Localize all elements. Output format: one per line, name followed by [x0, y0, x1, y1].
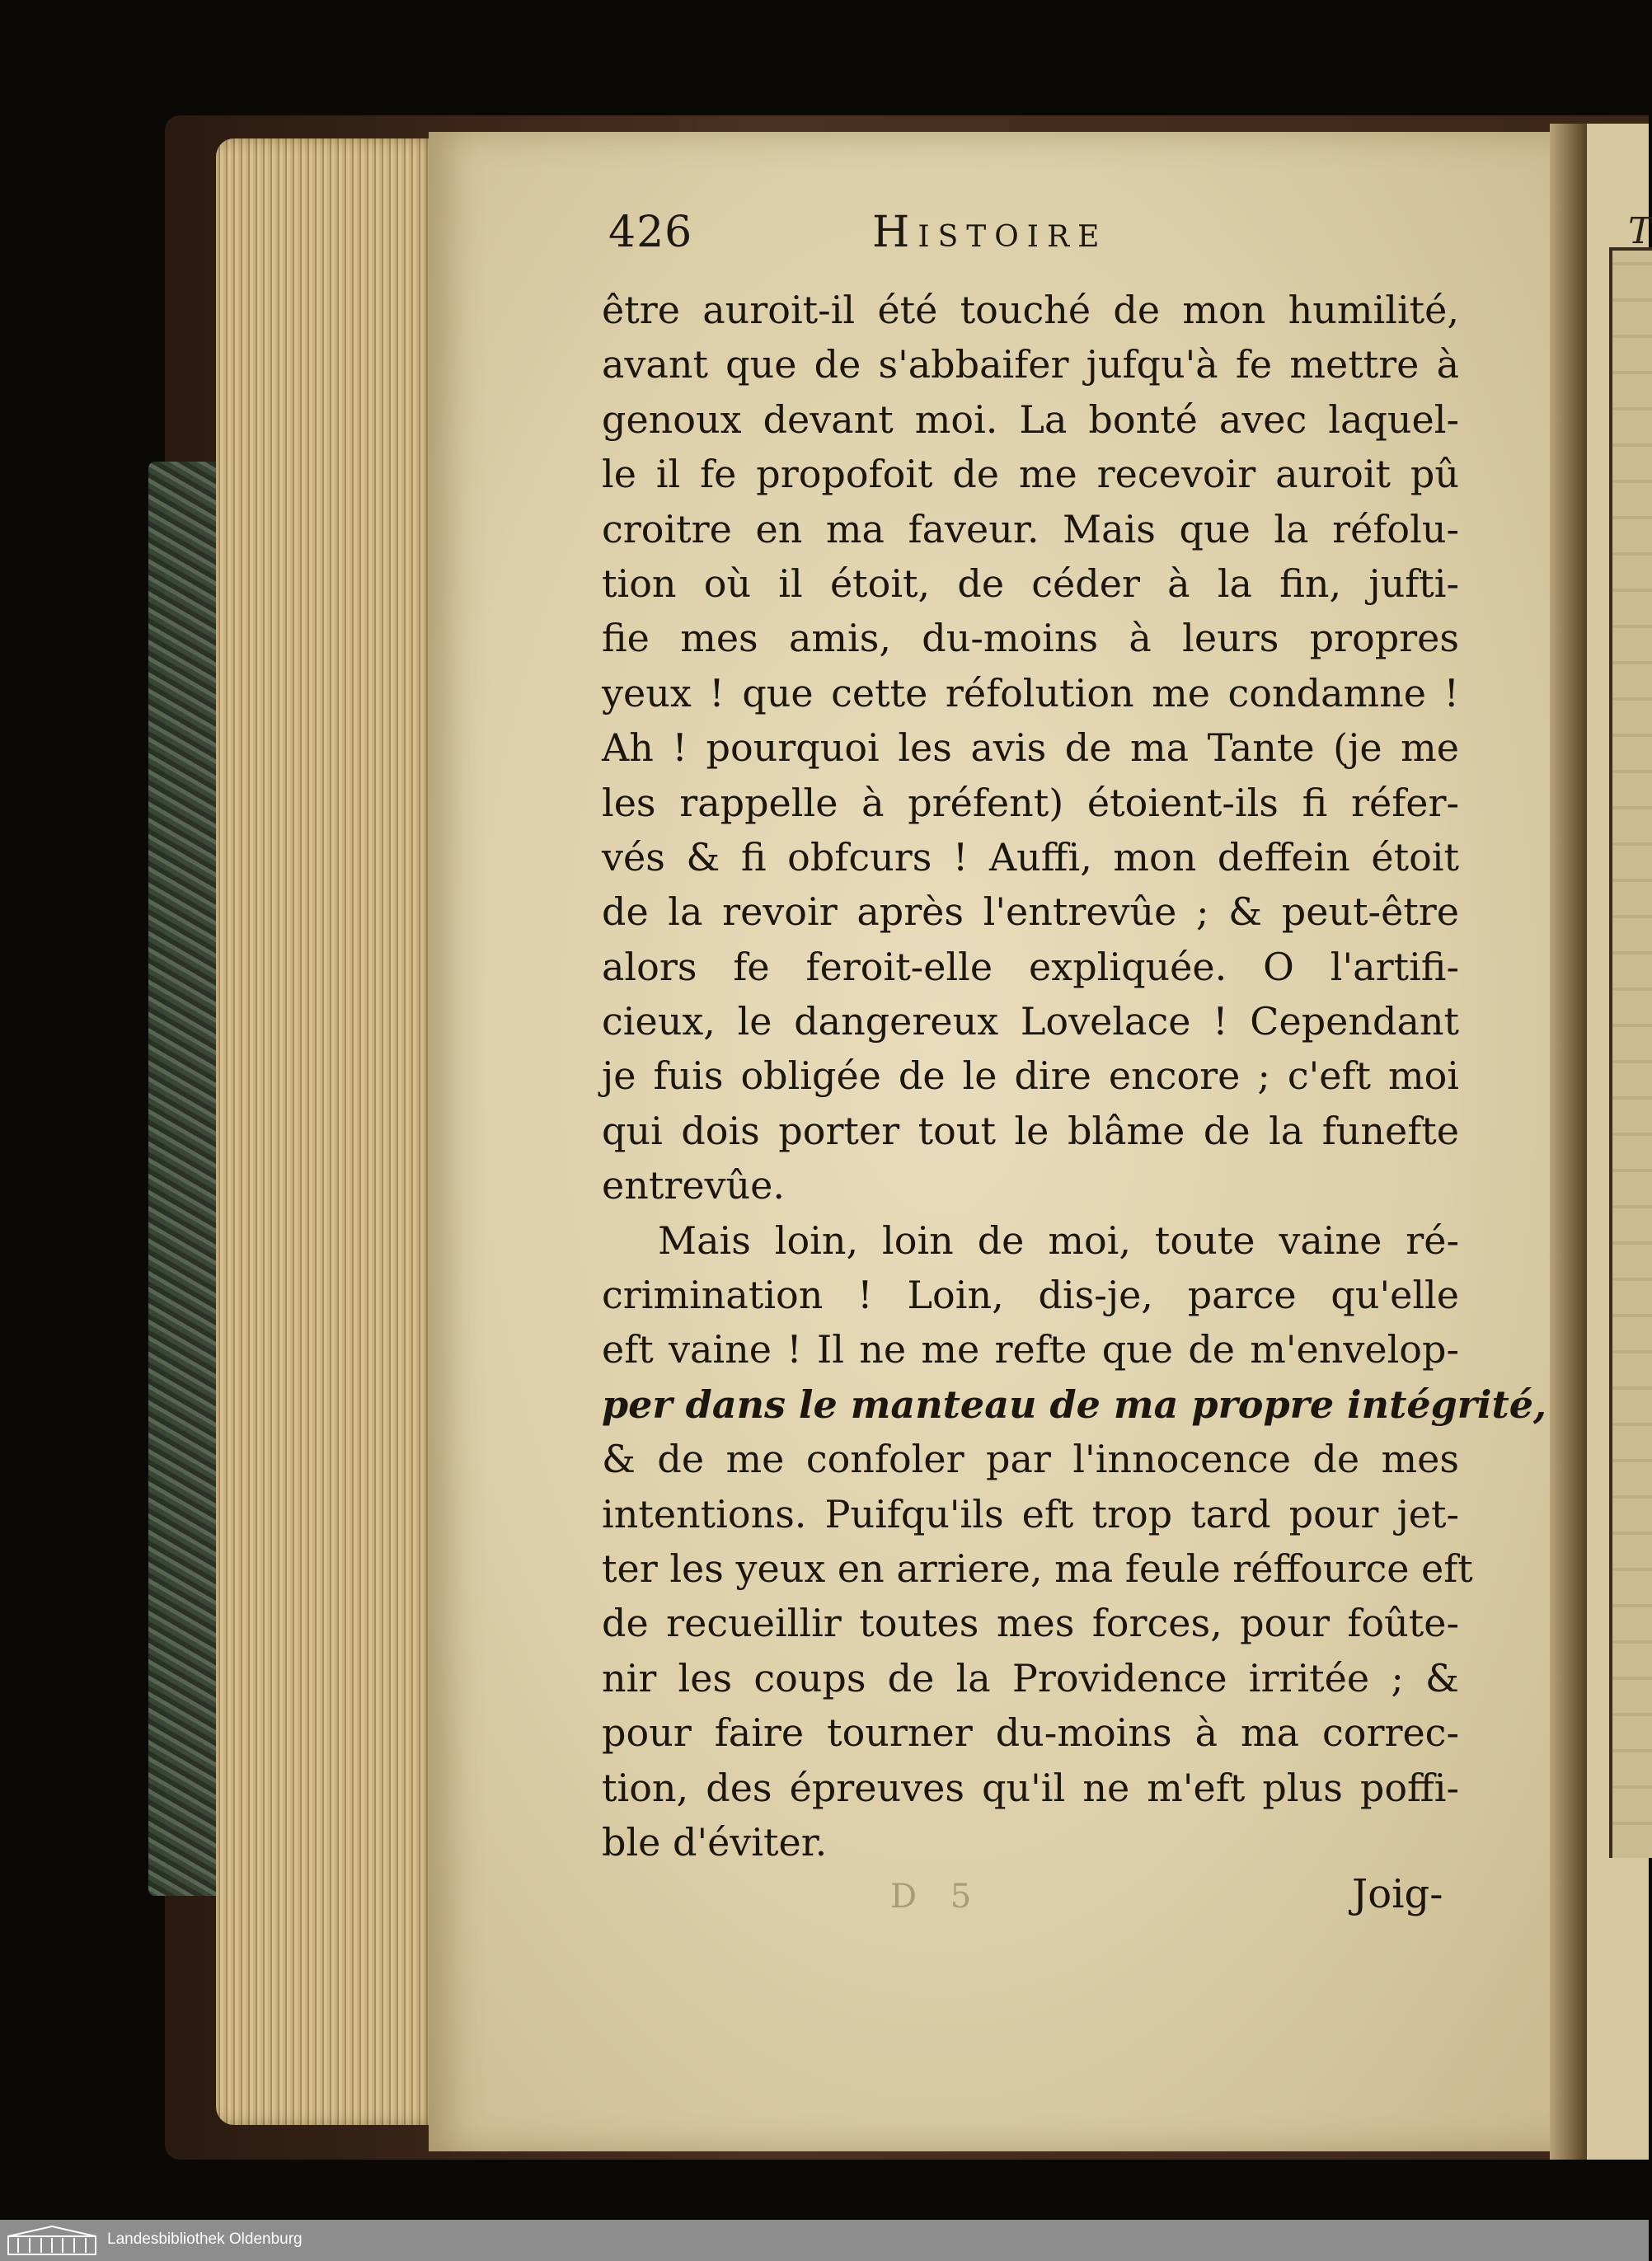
text-line: de la revoir après l'entrevûe ; & peut-être	[602, 889, 1459, 935]
page-number: 426	[608, 208, 693, 257]
text-line: les rappelle à préfent) étoient-ils fi réfer-	[602, 780, 1459, 825]
text-line: & de me confoler par l'innocence de mes	[602, 1437, 1459, 1482]
body-text	[602, 283, 1547, 1869]
text-line: je fuis obligée de le dire encore ; c'eft moi	[602, 1053, 1459, 1099]
text-line: de recueillir toutes mes forces, pour foûte-	[602, 1601, 1459, 1646]
page-header	[608, 208, 1317, 274]
text-line: Mais loin, loin de moi, toute vaine ré-	[658, 1217, 1459, 1263]
page-edges	[216, 138, 439, 2125]
library-building-icon	[7, 2225, 97, 2256]
footer-bar	[0, 2220, 1649, 2261]
text-line: eft vaine ! Il ne me refte que de m'envelop-	[602, 1327, 1459, 1372]
library-name: Landesbibliothek Oldenburg	[107, 2231, 303, 2248]
running-head: Histoire	[872, 208, 1108, 257]
text-line: tion, des épreuves qu'il ne m'eft plus poffi-	[602, 1765, 1459, 1810]
text-line: vés & fi obfcurs ! Auffi, mon deffein étoit	[602, 834, 1459, 880]
text-line: Ah ! pourquoi les avis de ma Tante (je me	[602, 725, 1459, 771]
right-page-engraving-frame	[1609, 247, 1652, 1858]
text-line: per dans le manteau de ma propre intégrité,	[602, 1381, 1547, 1427]
text-line: alors fe feroit-elle expliquée. O l'artifi-	[602, 944, 1459, 989]
text-line: cieux, le dangereux Lovelace ! Cependant	[602, 999, 1459, 1044]
text-line: avant que de s'abbaifer jufqu'à fe mettre à	[602, 342, 1459, 387]
catchword: Joig-	[1352, 1871, 1443, 1917]
text-line: croitre en ma faveur. Mais que la réfolu-	[602, 506, 1459, 551]
text-line: tion où il étoit, de céder à la fin, jufti-	[602, 561, 1459, 606]
text-line: pour faire tourner du-moins à ma correc-	[602, 1710, 1459, 1756]
text-line: le il fe propofoit de me recevoir auroit pû	[602, 452, 1459, 497]
right-page-running-head: T	[1628, 210, 1652, 252]
text-line: crimination ! Loin, dis-je, parce qu'elle	[602, 1273, 1459, 1318]
text-line: genoux devant moi. La bonté avec laquel-	[602, 396, 1459, 442]
marbled-cover-edge	[148, 462, 223, 1896]
text-line: yeux ! que cette réfolution me condamne !	[602, 670, 1459, 715]
text-line: intentions. Puifqu'ils eft trop tard pour jet-	[602, 1491, 1459, 1536]
text-line: être auroit-il été touché de mon humilité,	[602, 288, 1459, 332]
text-line: nir les coups de la Providence irritée ; &	[602, 1655, 1459, 1700]
text-line: fie mes amis, du-moins à leurs propres	[602, 616, 1459, 661]
signature-mark: D 5	[890, 1878, 983, 1916]
text-line: ter les yeux en arriere, ma feule réffource eft	[602, 1546, 1473, 1591]
text-line: ble d'éviter.	[602, 1819, 828, 1865]
text-line: entrevûe.	[602, 1163, 786, 1208]
text-line: qui dois porter tout le blâme de la funefte	[602, 1108, 1459, 1153]
